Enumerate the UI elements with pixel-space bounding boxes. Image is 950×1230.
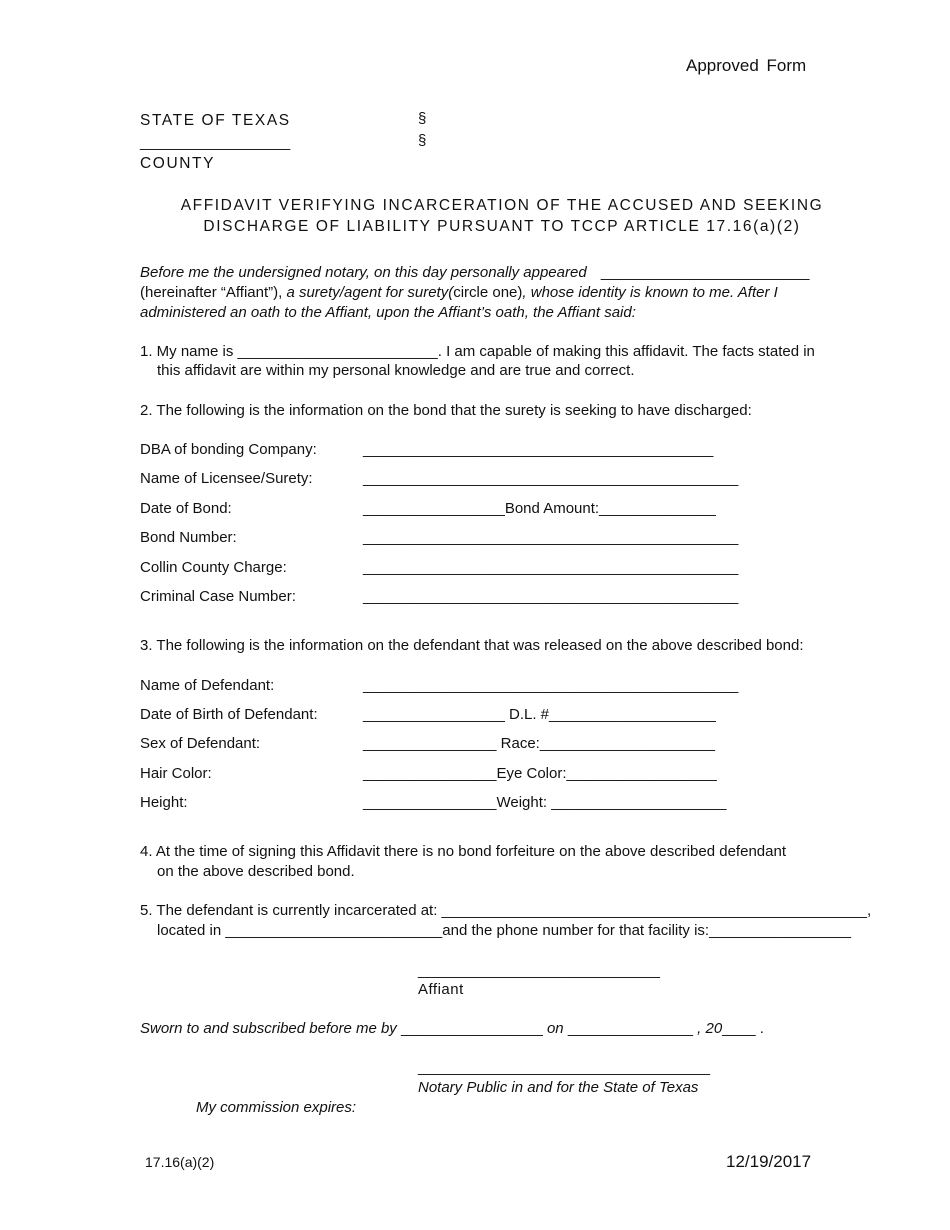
item1-line-2: this affidavit are within my personal knowledge and are true and correct. — [157, 362, 635, 379]
section-mark-2: § — [418, 132, 427, 149]
affiant-signature-line: _____________________________ — [418, 962, 660, 979]
item1-line-1: 1. My name is ________________________. I am capable of making this affidavit. The facts stated in — [140, 343, 815, 360]
defendant-field-blank: _____________________________________________ — [363, 677, 739, 694]
defendant-field-label: Date of Birth of Defendant: — [140, 706, 318, 723]
defendant-field-blank: _________________ D.L. #____________________ — [363, 706, 716, 723]
state-label: STATE OF TEXAS — [140, 112, 291, 129]
intro-italic-b: , whose identity is known to me. After I — [522, 284, 778, 301]
affiant-name-blank: _________________________ — [600, 264, 810, 281]
intro-italic-1: Before me the undersigned notary, on this day personally appeared — [140, 264, 587, 281]
sworn-text-b: on — [546, 1020, 564, 1037]
sworn-blank-c: ____ . — [722, 1020, 764, 1037]
item4-line-2: on the above described bond. — [157, 863, 355, 880]
intro-line-2 — [140, 284, 778, 301]
county-blank: __________________ — [140, 134, 291, 151]
sworn-blank-a: _________________ — [396, 1020, 547, 1037]
sworn-text-c: , 20 — [697, 1020, 723, 1037]
bond-field-label: Criminal Case Number: — [140, 588, 296, 605]
sworn-text-a: Sworn to and subscribed before me by — [140, 1020, 397, 1037]
bond-field-blank: _________________Bond Amount:______________ — [363, 500, 716, 517]
title-line-1: AFFIDAVIT VERIFYING INCARCERATION OF THE ACCUSED AND SEEKING — [180, 197, 824, 214]
defendant-field-blank: ________________ Race:_____________________ — [363, 735, 716, 752]
notary-signature-line: ___________________________________ — [418, 1059, 710, 1076]
county-label: COUNTY — [140, 155, 216, 172]
commission-expires-label: My commission expires: — [196, 1099, 357, 1116]
item5-line-2: located in __________________________and the phone number for that facility is:_________________ — [157, 922, 851, 939]
intro-plain-a: (hereinafter “Affiant”), — [140, 284, 283, 301]
item3-heading: 3. The following is the information on the defendant that was released on the above described bond: — [140, 637, 804, 654]
intro-line-3: administered an oath to the Affiant, upon the Affiant’s oath, the Affiant said: — [140, 304, 636, 321]
bond-field-blank: _____________________________________________ — [363, 559, 739, 576]
form-number: 17.16(a)(2) — [145, 1154, 215, 1170]
bond-field-label: Name of Licensee/Surety: — [140, 470, 313, 487]
affiant-label: Affiant — [418, 981, 464, 998]
sworn-line — [140, 1020, 764, 1037]
item2-heading: 2. The following is the information on the bond that the surety is seeking to have discharged: — [140, 402, 752, 419]
defendant-field-label: Height: — [140, 794, 188, 811]
bond-field-label: Collin County Charge: — [140, 559, 287, 576]
defendant-field-blank: ________________Eye Color:__________________ — [363, 765, 717, 782]
item5-line-1: 5. The defendant is currently incarcerated at: ___________________________________________________, — [140, 902, 872, 919]
bond-field-label: Bond Number: — [140, 529, 237, 546]
defendant-field-blank: ________________Weight: _____________________ — [363, 794, 727, 811]
defendant-field-label: Sex of Defendant: — [140, 735, 261, 752]
intro-italic-a: a surety/agent for surety( — [286, 284, 454, 301]
bond-field-blank: __________________________________________ — [363, 441, 714, 458]
item4-line-1: 4. At the time of signing this Affidavit there is no bond forfeiture on the above described defendant — [140, 843, 786, 860]
bond-field-blank: _____________________________________________ — [363, 470, 739, 487]
intro-line-1 — [140, 264, 809, 281]
sworn-blank-b: _______________ — [563, 1020, 698, 1037]
bond-field-blank: _____________________________________________ — [363, 529, 739, 546]
notary-label: Notary Public in and for the State of Texas — [418, 1079, 699, 1096]
section-mark-1: § — [418, 110, 427, 127]
bond-field-label: DBA of bonding Company: — [140, 441, 317, 458]
form-date: 12/19/2017 — [726, 1152, 812, 1171]
bond-field-label: Date of Bond: — [140, 500, 232, 517]
intro-plain-b: circle one) — [453, 284, 523, 301]
title-line-2: DISCHARGE OF LIABILITY PURSUANT TO TCCP ARTICLE 17.16(a)(2) — [203, 218, 801, 235]
defendant-field-label: Hair Color: — [140, 765, 212, 782]
bond-field-blank: _____________________________________________ — [363, 588, 739, 605]
approved-form-label: Approved Form — [686, 56, 807, 75]
defendant-field-label: Name of Defendant: — [140, 677, 275, 694]
